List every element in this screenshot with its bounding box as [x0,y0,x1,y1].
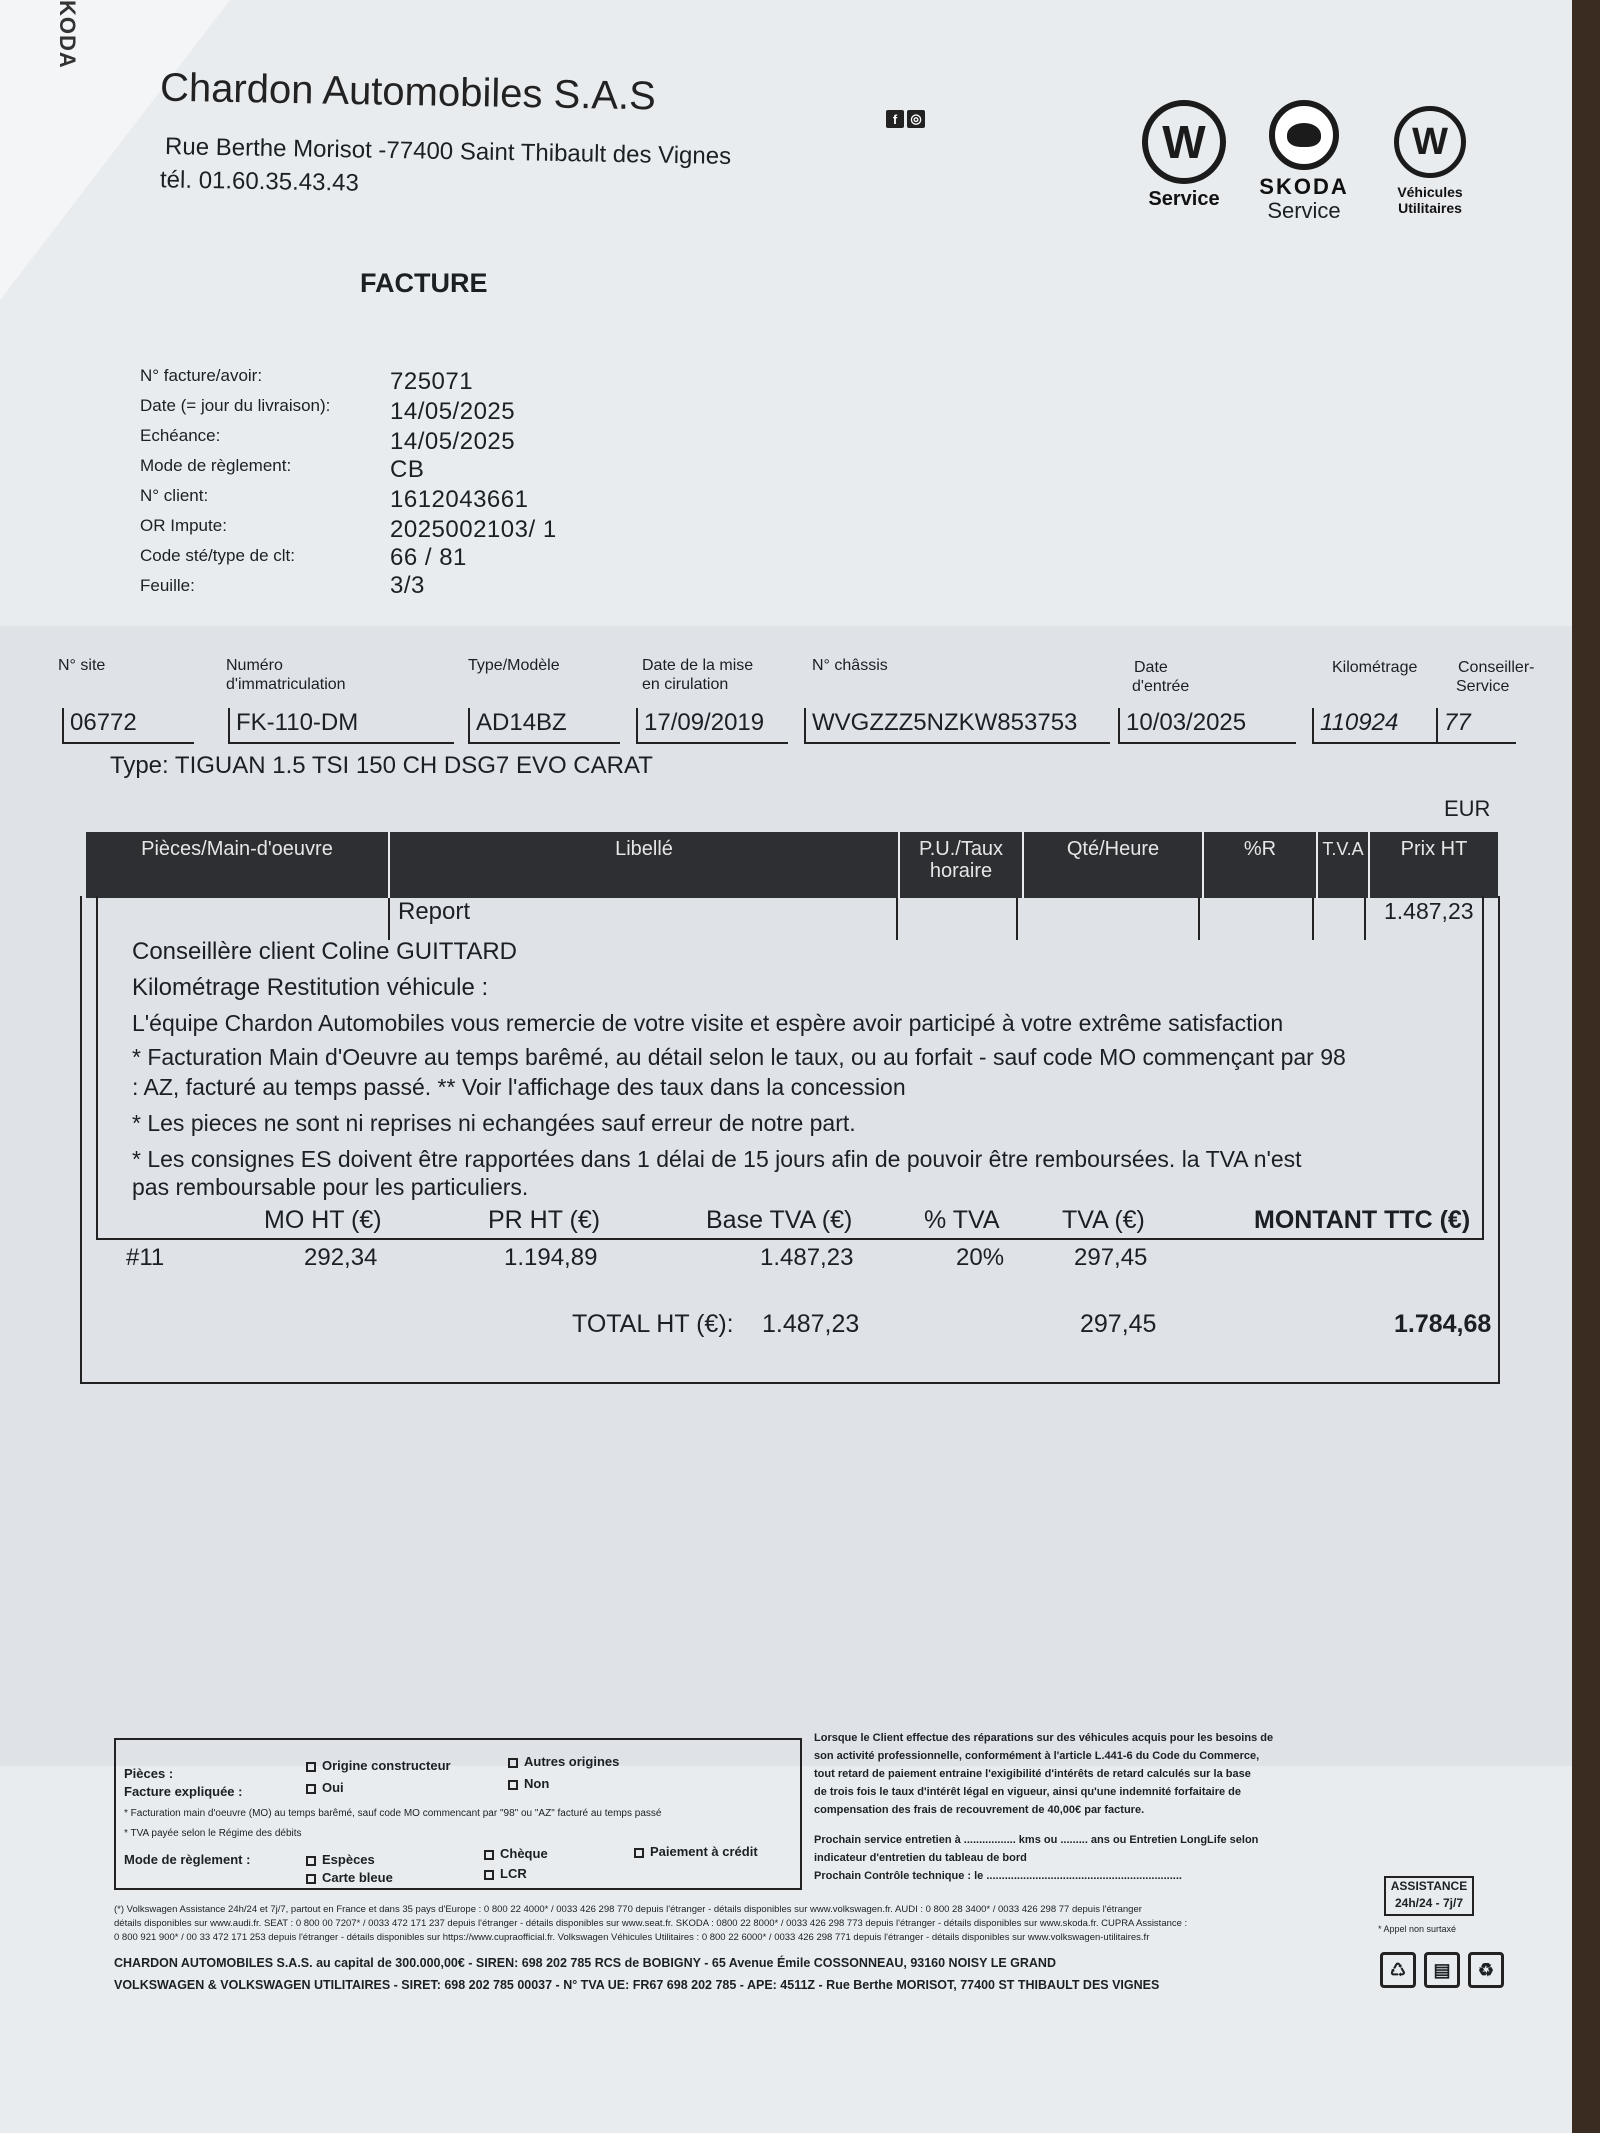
info-value-feuille: 3/3 [390,572,425,599]
label-date-entree-1: Date [1134,659,1168,676]
option-especes: Espèces [306,1852,375,1867]
sum-header-pct: % TVA [924,1206,1000,1234]
option-origine: Origine constructeur [306,1758,451,1773]
option-oui: Oui [306,1780,344,1795]
info-label-date: Date (= jour du livraison): [140,396,331,415]
skoda-label: SKODA [1259,174,1349,199]
vw-utilitaires-label1: Véhicules [1397,184,1463,200]
label-date-circ-2: en cirulation [642,676,729,693]
label-chassis: N° châssis [812,657,888,674]
label-immat-2: d'immatriculation [226,676,346,693]
currency-label: EUR [1444,796,1491,821]
footer-pieces-label: Pièces : [124,1766,174,1781]
value-site: 06772 [62,708,194,744]
value-date-circ: 17/09/2019 [636,708,788,744]
label-date-circ-1: Date de la mise [642,657,754,674]
value-chassis: WVGZZZ5NZKW853753 [804,708,1110,744]
vw-service-label: Service [1148,188,1220,210]
info-value-facture: 725071 [390,368,474,395]
report-value: 1.487,23 [1384,898,1474,924]
checkbox-lcr[interactable] [484,1870,494,1880]
triman-icon: ♺ [1380,1952,1416,1988]
company-legal-line-1: CHARDON AUTOMOBILES S.A.S. au capital de 300.000,00€ - SIREN: 698 202 785 RCS de BOBIGNY - 65 Avenue Émile COSSONNEAU, 93160 NOISY LE GRAND [114,1956,1056,1970]
th-tva: T.V.A [1322,839,1364,859]
vw-utilitaires-icon: W [1394,106,1466,178]
company-legal-line-2: VOLKSWAGEN & VOLKSWAGEN UTILITAIRES - SIRET: 698 202 785 00037 - N° TVA UE: FR67 698 202 785 - APE: 4511Z - Rue Berthe MORISOT, 77400 ST THIBAULT DES VIGNES [114,1978,1160,1992]
note-mo-2: : AZ, facturé au temps passé. ** Voir l'affichage des taux dans la concession [132,1074,906,1100]
company-phone: tél. 01.60.35.43.43 [159,166,360,197]
vw-logo-icon: W [1142,100,1226,184]
value-km: 110924 [1312,708,1438,744]
company-name: Chardon Automobiles S.A.S [159,65,657,119]
label-km: Kilométrage [1332,659,1418,676]
footer-facture-label: Facture expliquée : [124,1784,243,1799]
checkbox-carte[interactable] [306,1874,316,1884]
skoda-logo-icon [1269,100,1339,170]
option-carte: Carte bleue [306,1870,393,1885]
note-mo-1: * Facturation Main d'Oeuvre au temps barêmé, au détail selon le taux, ou au forfait - sauf code MO commençant par 98 [132,1044,1346,1070]
info-label-feuille: Feuille: [140,576,195,595]
sum-pct: 20% [956,1244,1005,1271]
option-credit: Paiement à crédit [634,1844,758,1859]
info-label-or: OR Impute: [140,516,227,535]
th-pu-line2: horaire [929,860,993,882]
th-prix: Prix HT [1400,838,1468,860]
vw-utilitaires-label2: Utilitaires [1398,200,1462,216]
checkbox-origine[interactable] [306,1762,316,1772]
total-ht-value: 1.487,23 [762,1310,860,1338]
info-label-echeance: Echéance: [140,426,221,445]
sum-mo: 292,34 [304,1244,378,1271]
recycle-icons [1380,1952,1504,1988]
note-consignes-1: * Les consignes ES doivent être rapportées dans 1 délai de 15 jours afin de pouvoir être remboursées. la TVA n'est [132,1146,1302,1172]
label-conseiller-2: Service [1456,678,1510,695]
note-consignes-2: pas remboursable pour les particuliers. [132,1174,529,1200]
vehicle-type-line: Type: TIGUAN 1.5 TSI 150 CH DSG7 EVO CARAT [110,752,653,779]
th-libelle: Libellé [615,838,673,860]
legal-line-2: son activité professionnelle, conformément à l'article L.441-6 du Code du Commerce, [814,1750,1260,1762]
vw-utilitaires-logo [1378,106,1482,216]
option-non: Non [508,1776,549,1791]
checkbox-oui[interactable] [306,1784,316,1794]
footer-note-tva: * TVA payée selon le Régime des débits [124,1828,302,1839]
company-address: Rue Berthe Morisot -77400 Saint Thibault des Vignes [164,133,732,170]
appel-note: * Appel non surtaxé [1378,1924,1457,1934]
sum-header-mo: MO HT (€) [264,1206,382,1234]
legal-line-1: Lorsque le Client effectue des réparations sur des véhicules acquis pour les besoins de [814,1732,1274,1744]
sum-header-base: Base TVA (€) [706,1206,853,1234]
label-conseiller-1: Conseiller- [1458,659,1535,676]
checkbox-especes[interactable] [306,1856,316,1866]
th-pieces: Pièces/Main-d'oeuvre [141,838,333,860]
info-value-echeance: 14/05/2025 [390,428,516,455]
checkbox-non[interactable] [508,1780,518,1790]
total-ht-label: TOTAL HT (€): [572,1310,734,1338]
instagram-icon: ◎ [907,110,925,128]
note-km-restitution: Kilométrage Restitution véhicule : [132,974,489,1001]
sum-header-tva: TVA (€) [1062,1206,1145,1234]
value-immat: FK-110-DM [228,708,454,744]
assistance-line-3: 0 800 921 900* / 00 33 472 171 253 depuis l'étranger - détails disponibles sur https://www.cupraofficial.fr. Volkswagen Véhicules Utilitaires : 0 800 22 6000* / 0033 426 298 771 depuis l'étranger - détails disponibles sur www.volkswagen-utilitaires.fr [114,1932,1150,1943]
option-cheque: Chèque [484,1846,548,1861]
info-label-mode: Mode de règlement: [140,456,292,475]
checkbox-credit[interactable] [634,1848,644,1858]
checkbox-autres[interactable] [508,1758,518,1768]
footer-mode-label: Mode de règlement : [124,1852,251,1867]
sum-header-pr: PR HT (€) [488,1206,601,1234]
option-lcr: LCR [484,1866,527,1881]
info-value-code: 66 / 81 [390,544,467,571]
assistance-line-1: (*) Volkswagen Assistance 24h/24 et 7j/7, partout en France et dans 35 pays d'Europe : 0 800 22 4000* / 0033 426 298 770 depuis l'étranger - détails disponibles sur www.volkswagen.fr. AUDI : 0 800 28 3400* / 0033 426 298 77 depuis l'étranger [114,1904,1142,1915]
th-qte: Qté/Heure [1066,838,1160,860]
assistance-label: ASSISTANCE [1390,1879,1468,1893]
label-date-entree-2: d'entrée [1132,678,1190,695]
info-value-mode: CB [390,456,425,483]
fold-brand-text: KODA [55,0,80,69]
sum-code: #11 [126,1244,165,1271]
prochain-controle: Prochain Contrôle technique : le ................................................................ [814,1870,1182,1882]
skoda-service-label: Service [1267,198,1341,223]
legal-line-5: compensation des frais de recouvrement de 40,00€ par facture. [814,1804,1145,1816]
note-merci: L'équipe Chardon Automobiles vous remercie de votre visite et espère avoir participé à votre extrême satisfaction [132,1010,1284,1036]
vw-service-logo [1136,100,1232,211]
indicateur-entretien: indicateur d'entretien du tableau de bord [814,1852,1027,1864]
note-conseillere: Conseillère client Coline GUITTARD [132,938,518,965]
table-header [86,832,1498,898]
total-tva-value: 297,45 [1080,1310,1157,1338]
checkbox-cheque[interactable] [484,1850,494,1860]
sum-base: 1.487,23 [760,1244,854,1271]
option-autres: Autres origines [508,1754,619,1769]
note-pieces: * Les pieces ne sont ni reprises ni echangées sauf erreur de notre part. [132,1110,856,1136]
footer-note-mo: * Facturation main d'oeuvre (MO) au temps barêmé, sauf code MO commencant par "98" ou "AZ" facturé au temps passé [124,1808,662,1819]
facebook-icon: f [886,110,904,128]
legal-line-4: de trois fois le taux d'intérêt légal en vigueur, ainsi qu'une indemnité forfaitaire de [814,1786,1241,1798]
info-value-or: 2025002103/ 1 [390,516,557,543]
prochain-service: Prochain service entretien à ................. kms ou ......... ans ou Entretien LongLife selon [814,1834,1259,1846]
value-conseiller: 77 [1436,708,1516,744]
label-site: N° site [58,657,106,674]
th-pu-line1: P.U./Taux [918,838,1004,860]
assistance-hours: 24h/24 - 7j/7 [1394,1896,1464,1910]
sum-tva: 297,45 [1074,1244,1148,1271]
info-value-client: 1612043661 [390,486,529,513]
info-value-date: 14/05/2025 [390,398,516,425]
info-label-code: Code sté/type de clt: [140,546,295,565]
th-pu [900,832,1022,898]
th-remise: %R [1243,838,1277,860]
info-label-client: N° client: [140,486,209,505]
social-icons [886,110,925,128]
bin-icon: ♻ [1468,1952,1504,1988]
label-immat-1: Numéro [226,657,283,674]
document-title: FACTURE [360,268,488,298]
sum-header-ttc: MONTANT TTC (€) [1254,1206,1471,1234]
info-label-facture: N° facture/avoir: [140,366,263,385]
value-date-entree: 10/03/2025 [1118,708,1296,744]
label-type: Type/Modèle [468,657,560,674]
skoda-service-logo [1244,100,1364,224]
legal-line-3: tout retard de paiement entraine l'exigibilité d'intérêts de retard calculés sur la base [814,1768,1251,1780]
total-ttc-value: 1.784,68 [1394,1310,1492,1338]
assistance-line-2: détails disponibles sur www.audi.fr. SEAT : 0 800 00 7207* / 0033 472 171 237 depuis l'étranger - détails disponibles sur www.seat.fr. SKODA : 0800 22 8000* / 0033 426 298 773 depuis l'étranger - détails disponibles sur www.skoda.fr. CUPRA Assistance : [114,1918,1188,1929]
value-type: AD14BZ [468,708,620,744]
assistance-box [1384,1876,1474,1916]
report-label: Report [398,898,471,925]
sum-pr: 1.194,89 [504,1244,598,1271]
paper-icon: ▤ [1424,1952,1460,1988]
